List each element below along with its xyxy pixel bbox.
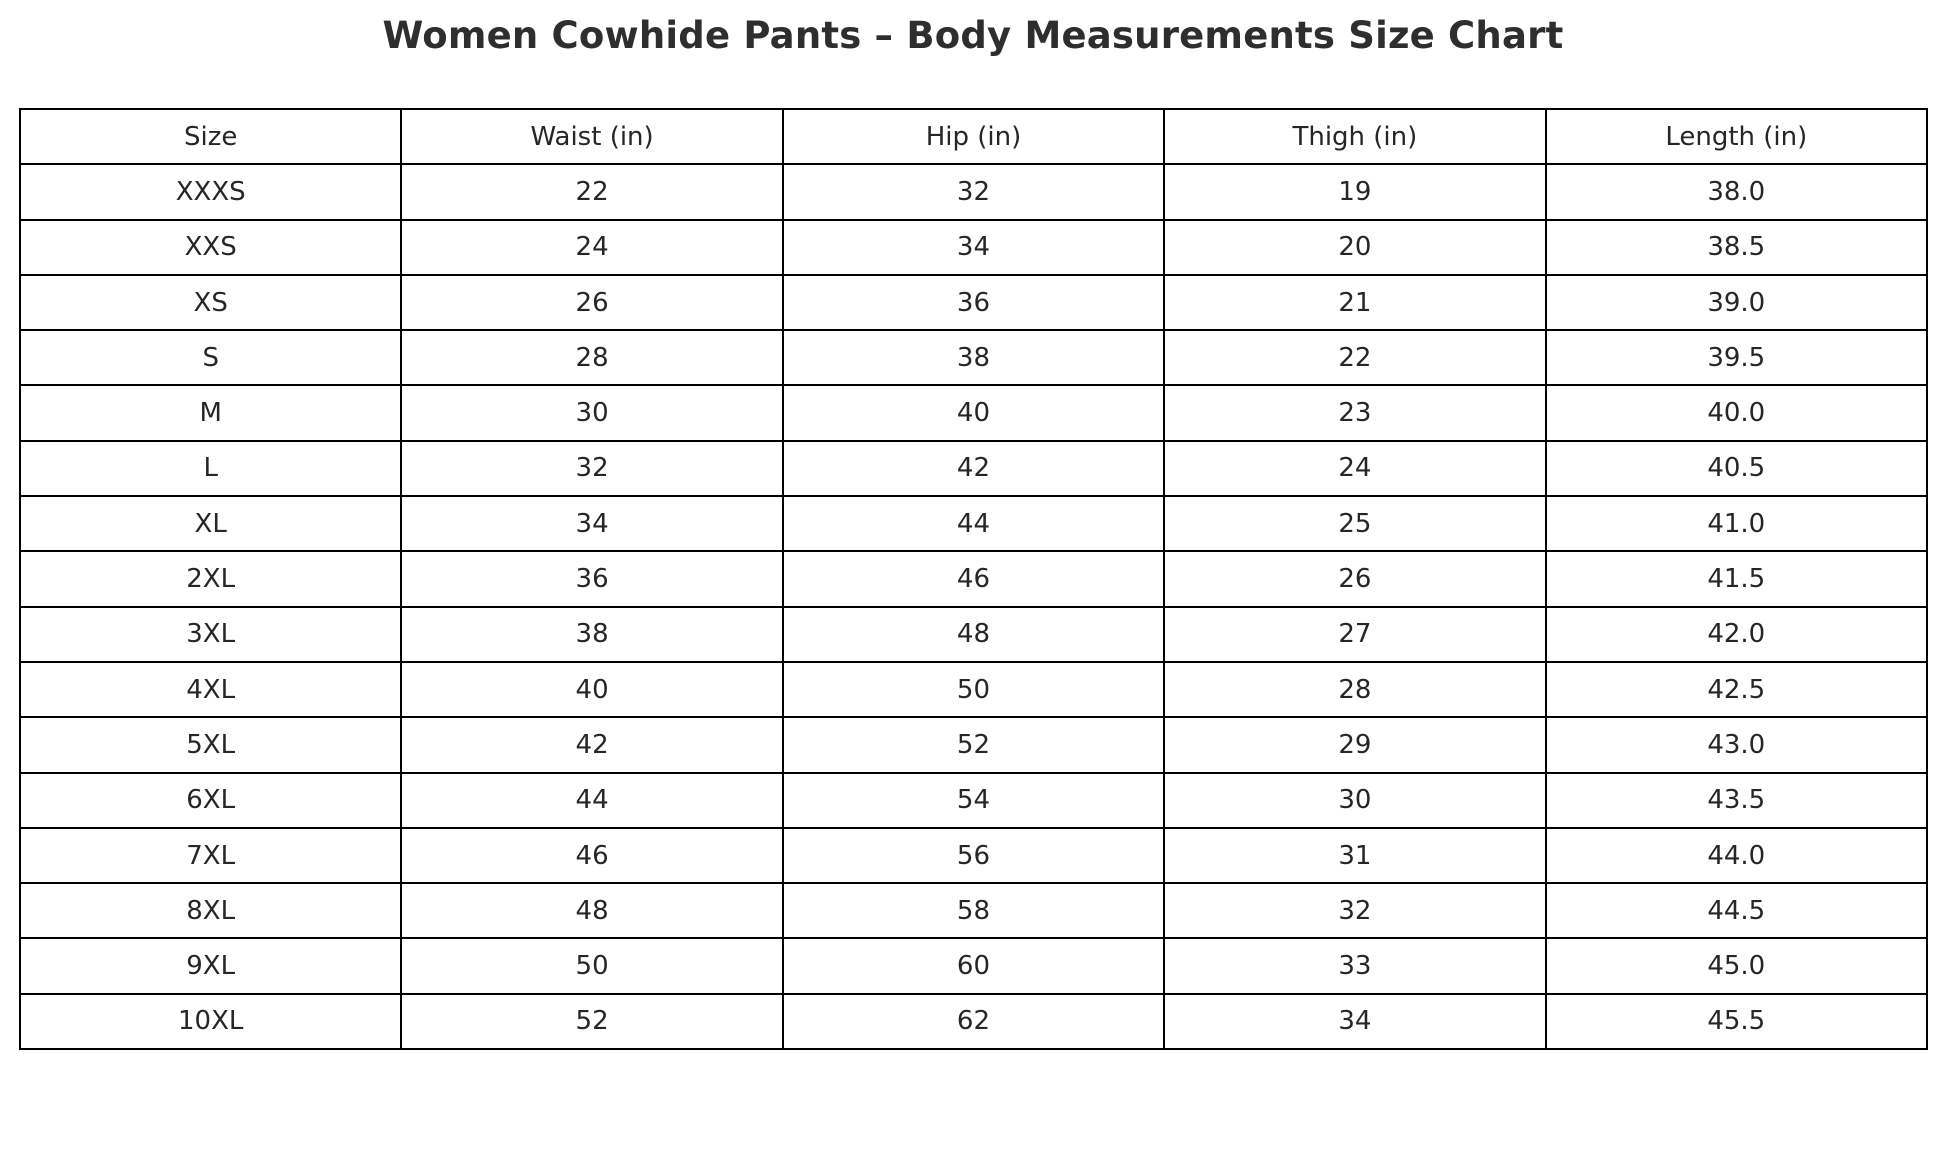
- table-row: [20, 330, 1927, 385]
- measurement-cell: 54: [783, 773, 1164, 828]
- measurement-cell: 45.5: [1546, 994, 1927, 1049]
- measurement-cell: 40: [401, 662, 782, 717]
- measurement-cell: 44.0: [1546, 828, 1927, 883]
- table-row: [20, 828, 1927, 883]
- measurement-cell: 30: [401, 385, 782, 440]
- measurement-cell: 36: [401, 551, 782, 606]
- measurement-cell: 42: [401, 717, 782, 772]
- size-cell: 10XL: [20, 994, 401, 1049]
- measurement-cell: 39.0: [1546, 275, 1927, 330]
- measurement-cell: 50: [401, 938, 782, 993]
- measurement-cell: 28: [1164, 662, 1545, 717]
- chart-title: Women Cowhide Pants – Body Measurements Size Chart: [382, 14, 1564, 57]
- size-cell: XL: [20, 496, 401, 551]
- measurement-cell: 38.0: [1546, 164, 1927, 219]
- table-row: [20, 275, 1927, 330]
- table-row: [20, 551, 1927, 606]
- measurement-cell: 25: [1164, 496, 1545, 551]
- measurement-cell: 32: [783, 164, 1164, 219]
- measurement-cell: 52: [401, 994, 782, 1049]
- measurement-cell: 44: [401, 773, 782, 828]
- measurement-cell: 19: [1164, 164, 1545, 219]
- measurement-cell: 34: [1164, 994, 1545, 1049]
- table-row: [20, 938, 1927, 993]
- measurement-cell: 43.0: [1546, 717, 1927, 772]
- measurement-cell: 38.5: [1546, 220, 1927, 275]
- measurement-cell: 41.5: [1546, 551, 1927, 606]
- measurement-cell: 50: [783, 662, 1164, 717]
- size-cell: 5XL: [20, 717, 401, 772]
- measurement-cell: 34: [401, 496, 782, 551]
- size-chart-table: [19, 108, 1928, 1050]
- size-cell: 9XL: [20, 938, 401, 993]
- measurement-cell: 58: [783, 883, 1164, 938]
- measurement-cell: 52: [783, 717, 1164, 772]
- measurement-cell: 22: [401, 164, 782, 219]
- table-row: [20, 220, 1927, 275]
- measurement-cell: 48: [401, 883, 782, 938]
- measurement-cell: 42.0: [1546, 607, 1927, 662]
- size-cell: XXS: [20, 220, 401, 275]
- table-row: [20, 496, 1927, 551]
- measurement-cell: 38: [783, 330, 1164, 385]
- measurement-cell: 26: [1164, 551, 1545, 606]
- size-cell: L: [20, 441, 401, 496]
- size-cell: XS: [20, 275, 401, 330]
- measurement-cell: 22: [1164, 330, 1545, 385]
- measurement-cell: 28: [401, 330, 782, 385]
- measurement-cell: 32: [1164, 883, 1545, 938]
- measurement-cell: 36: [783, 275, 1164, 330]
- measurement-cell: 44: [783, 496, 1164, 551]
- measurement-cell: 23: [1164, 385, 1545, 440]
- size-cell: 8XL: [20, 883, 401, 938]
- measurement-cell: 21: [1164, 275, 1545, 330]
- column-header: Waist (in): [401, 109, 782, 164]
- measurement-cell: 40.5: [1546, 441, 1927, 496]
- table-row: [20, 607, 1927, 662]
- measurement-cell: 40.0: [1546, 385, 1927, 440]
- measurement-cell: 42.5: [1546, 662, 1927, 717]
- size-cell: 7XL: [20, 828, 401, 883]
- table-row: [20, 662, 1927, 717]
- measurement-cell: 48: [783, 607, 1164, 662]
- table-row: [20, 883, 1927, 938]
- measurement-cell: 44.5: [1546, 883, 1927, 938]
- measurement-cell: 32: [401, 441, 782, 496]
- size-cell: 4XL: [20, 662, 401, 717]
- table-body: [20, 164, 1927, 1049]
- table-row: [20, 441, 1927, 496]
- measurement-cell: 33: [1164, 938, 1545, 993]
- measurement-cell: 30: [1164, 773, 1545, 828]
- measurement-cell: 29: [1164, 717, 1545, 772]
- measurement-cell: 20: [1164, 220, 1545, 275]
- table-row: [20, 385, 1927, 440]
- measurement-cell: 56: [783, 828, 1164, 883]
- column-header: Length (in): [1546, 109, 1927, 164]
- measurement-cell: 41.0: [1546, 496, 1927, 551]
- measurement-cell: 39.5: [1546, 330, 1927, 385]
- measurement-cell: 60: [783, 938, 1164, 993]
- measurement-cell: 45.0: [1546, 938, 1927, 993]
- measurement-cell: 40: [783, 385, 1164, 440]
- table-row: [20, 164, 1927, 219]
- column-header: Hip (in): [783, 109, 1164, 164]
- measurement-cell: 31: [1164, 828, 1545, 883]
- size-cell: 3XL: [20, 607, 401, 662]
- measurement-cell: 27: [1164, 607, 1545, 662]
- column-header: Thigh (in): [1164, 109, 1545, 164]
- measurement-cell: 62: [783, 994, 1164, 1049]
- measurement-cell: 38: [401, 607, 782, 662]
- size-cell: M: [20, 385, 401, 440]
- size-cell: S: [20, 330, 401, 385]
- measurement-cell: 24: [401, 220, 782, 275]
- size-cell: 2XL: [20, 551, 401, 606]
- table-row: [20, 773, 1927, 828]
- measurement-cell: 43.5: [1546, 773, 1927, 828]
- measurement-cell: 46: [783, 551, 1164, 606]
- table-row: [20, 717, 1927, 772]
- table-row: [20, 994, 1927, 1049]
- header-row: [20, 109, 1927, 164]
- measurement-cell: 24: [1164, 441, 1545, 496]
- size-cell: 6XL: [20, 773, 401, 828]
- measurement-cell: 42: [783, 441, 1164, 496]
- measurement-cell: 46: [401, 828, 782, 883]
- measurement-cell: 34: [783, 220, 1164, 275]
- column-header: Size: [20, 109, 401, 164]
- measurement-cell: 26: [401, 275, 782, 330]
- size-cell: XXXS: [20, 164, 401, 219]
